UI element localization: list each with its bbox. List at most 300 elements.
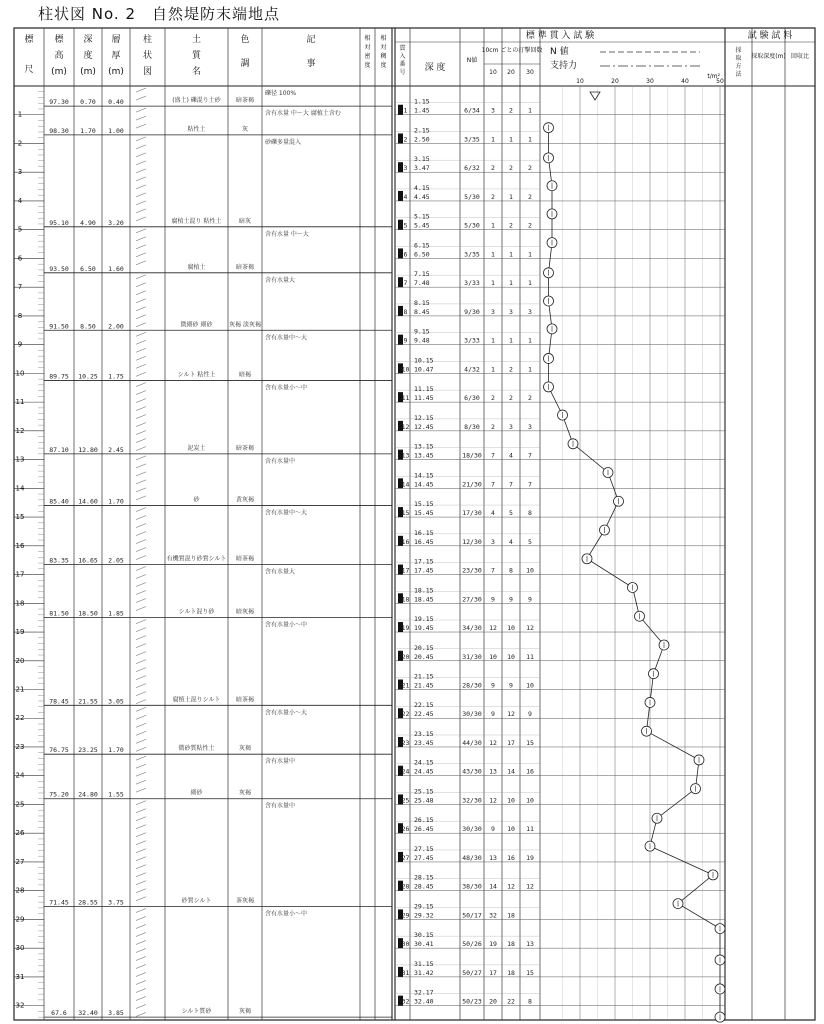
n-scale-label: 10 <box>576 78 584 85</box>
spt-blow-20: 1 <box>509 250 513 259</box>
spt-blow-30: 1 <box>528 279 532 288</box>
spt-number: 22 <box>401 710 410 719</box>
sample-mark <box>398 335 403 345</box>
column-hatch <box>136 124 146 128</box>
spt-blow-20: 8 <box>509 566 513 575</box>
layer-note: 含有水量大 <box>265 568 296 576</box>
layer-color: 灰褐 <box>238 1008 252 1016</box>
depth-label: 19 <box>15 628 25 637</box>
spt-blow-30: 1 <box>528 135 532 144</box>
spt-number: 32 <box>401 997 410 1006</box>
column-hatch <box>136 307 146 311</box>
sample-mark <box>398 105 403 115</box>
spt-n-blows: 18/30 <box>462 451 482 460</box>
column-hatch <box>136 865 146 869</box>
spt-blow-20: 3 <box>509 422 513 431</box>
water-level-marker <box>590 92 600 100</box>
layer-thickness: 1.70 <box>108 497 124 506</box>
spt-blow-10: 3 <box>491 307 495 316</box>
spt-depth-start: 27.15 <box>414 844 434 853</box>
spt-depth-start: 11.15 <box>414 385 434 394</box>
sample-mark <box>398 306 403 316</box>
log-header <box>24 29 809 85</box>
spt-blow-30: 16 <box>526 767 534 776</box>
column-hatch <box>136 391 146 395</box>
spt-n-blows: 17/30 <box>462 509 482 518</box>
spt-blow-30: 9 <box>528 595 532 604</box>
spt-blow-10: 12 <box>489 624 497 633</box>
layer-elevation: 85.40 <box>49 497 69 506</box>
layer-soil: 砂質シルト <box>181 897 212 905</box>
column-hatch <box>136 96 146 100</box>
sample-mark <box>398 248 403 258</box>
spt-n-blows: 3/35 <box>464 135 480 144</box>
header-label: 深 <box>83 35 93 45</box>
column-hatch <box>136 873 146 877</box>
spt-depth-start: 19.15 <box>414 615 434 624</box>
spt-depth-start: 4.15 <box>414 183 430 192</box>
layer-color: 暗灰褐 <box>235 608 255 616</box>
column-hatch <box>136 556 146 560</box>
column-hatch <box>136 924 146 928</box>
spt-number: 3 <box>403 164 408 173</box>
layer-depth: 32.40 <box>78 1009 98 1018</box>
spt-n-blows: 4/32 <box>464 365 480 374</box>
layer-elevation: 78.45 <box>49 697 69 706</box>
header-label: 10 <box>489 69 497 76</box>
spt-n-blows: 21/30 <box>462 480 482 489</box>
column-hatch <box>136 996 146 1000</box>
spt-depth-end: 10.47 <box>414 365 434 374</box>
header-label: 号 <box>399 69 406 76</box>
header-label: 採取深度(m) <box>751 53 786 60</box>
spt-number: 16 <box>401 537 410 546</box>
layer-depth: 18.50 <box>78 609 98 618</box>
layer-note: 含有水量中 <box>265 758 296 766</box>
column-hatch <box>136 644 146 648</box>
spt-blow-10: 9 <box>491 710 495 719</box>
layer-note: 含有水量大 <box>265 276 296 284</box>
column-hatch <box>136 780 146 784</box>
layer-color: 灰褐 淡灰褐 <box>229 321 261 329</box>
layer-depth: 16.65 <box>78 556 98 565</box>
spt-n-blows: 6/34 <box>464 106 480 115</box>
spt-depth-start: 13.15 <box>414 442 434 451</box>
layer-soil: 細砂 <box>190 789 203 797</box>
spt-blow-20: 4 <box>509 537 513 546</box>
layer-color: 黄灰褐 <box>235 496 255 504</box>
header-label: 層 <box>111 35 121 45</box>
spt-blow-20: 22 <box>507 997 515 1006</box>
header-label: 支持力 <box>550 61 578 71</box>
spt-blow-20: 16 <box>507 853 515 862</box>
spt-n-blows: 9/30 <box>464 307 480 316</box>
layer-depth: 24.80 <box>78 790 98 799</box>
column-hatch <box>136 988 146 992</box>
column-hatch <box>136 185 146 189</box>
spt-n-blows: 50/23 <box>462 997 482 1006</box>
depth-label: 10 <box>15 369 25 378</box>
layer-thickness: 1.85 <box>108 609 124 618</box>
header-label: 方 <box>735 63 742 70</box>
column-hatch <box>136 480 146 484</box>
layer-elevation: 83.35 <box>49 556 69 565</box>
spt-n-blows: 50/27 <box>462 968 482 977</box>
spt-blow-20: 7 <box>509 480 513 489</box>
spt-blow-10: 2 <box>491 164 495 173</box>
header-label: t/m² <box>707 73 720 80</box>
spt-blow-30: 11 <box>526 825 534 834</box>
column-hatch <box>136 496 146 500</box>
spt-blow-30: 8 <box>528 997 532 1006</box>
layer-thickness: 1.70 <box>108 746 124 755</box>
spt-blow-20: 10 <box>507 624 515 633</box>
spt-depth-start: 8.15 <box>414 298 430 307</box>
spt-blow-20: 9 <box>509 595 513 604</box>
spt-number: 2 <box>403 135 408 144</box>
header-label: 稠 <box>380 53 387 60</box>
spt-number: 8 <box>403 307 408 316</box>
depth-label: 6 <box>17 254 23 263</box>
header-label: 対 <box>380 44 387 51</box>
spt-depth-end: 23.45 <box>414 738 434 747</box>
spt-n-blows: 27/30 <box>462 595 482 604</box>
spt-depth-end: 26.45 <box>414 825 434 834</box>
spt-depth-start: 10.15 <box>414 356 434 365</box>
header-label: 名 <box>191 67 202 77</box>
spt-n-blows: 28/30 <box>462 681 482 690</box>
spt-number: 5 <box>403 221 408 230</box>
spt-depth-end: 5.45 <box>414 221 430 230</box>
column-hatch <box>136 323 146 327</box>
spt-number: 14 <box>401 480 410 489</box>
column-hatch <box>136 447 146 451</box>
layer-depth: 4.90 <box>80 218 96 227</box>
spt-blow-10: 7 <box>491 480 495 489</box>
spt-n-blows: 8/30 <box>464 422 480 431</box>
column-hatch <box>136 431 146 435</box>
n-scale-label: 50 <box>716 78 724 85</box>
column-hatch <box>136 582 146 586</box>
spt-blow-10: 9 <box>491 681 495 690</box>
column-hatch <box>136 153 146 157</box>
depth-label: 24 <box>15 771 25 780</box>
header-label: 番 <box>399 61 406 68</box>
header-label: 相 <box>380 35 387 42</box>
spt-blow-30: 11 <box>526 652 534 661</box>
spt-blow-30: 8 <box>528 509 532 518</box>
spt-depth-end: 6.50 <box>414 250 430 259</box>
header-label: 記 <box>306 35 316 45</box>
spt-blow-20: 10 <box>507 796 515 805</box>
column-hatch <box>136 590 146 594</box>
column-hatch <box>136 897 146 901</box>
layer-thickness: 1.55 <box>108 790 124 799</box>
spt-depth-end: 7.48 <box>414 279 430 288</box>
spt-blow-10: 1 <box>491 250 495 259</box>
spt-n-blows: 48/30 <box>462 853 482 862</box>
spt-blow-30: 12 <box>526 882 534 891</box>
column-hatch <box>136 636 146 640</box>
spt-n-blows: 6/30 <box>464 394 480 403</box>
spt-blow-10: 3 <box>491 537 495 546</box>
spt-blow-30: 7 <box>528 480 532 489</box>
spt-blow-10: 9 <box>491 595 495 604</box>
layer-depth: 28.55 <box>78 898 98 907</box>
spt-blow-30: 3 <box>528 422 532 431</box>
depth-label: 25 <box>15 800 25 809</box>
spt-blow-30: 2 <box>528 192 532 201</box>
column-hatch <box>136 723 146 727</box>
layer-thickness: 3.05 <box>108 697 124 706</box>
header-label: 調 <box>240 59 250 69</box>
spt-depth-start: 17.15 <box>414 557 434 566</box>
header-label: 度 <box>380 62 387 69</box>
layer-elevation: 98.30 <box>49 126 69 135</box>
log-rows <box>16 89 534 1017</box>
spt-depth-start: 26.15 <box>414 816 434 825</box>
spt-depth-start: 29.15 <box>414 902 434 911</box>
column-hatch <box>136 652 146 656</box>
header-label: 図 <box>142 67 153 77</box>
header-label: 尺 <box>24 65 34 75</box>
spt-number: 11 <box>401 394 410 403</box>
column-hatch <box>136 253 146 257</box>
spt-n-blows: 3/33 <box>464 279 480 288</box>
spt-depth-end: 16.45 <box>414 537 434 546</box>
depth-label: 30 <box>15 944 25 953</box>
spt-number: 7 <box>403 279 408 288</box>
spt-blow-20: 1 <box>509 192 513 201</box>
spt-number: 23 <box>401 738 410 747</box>
depth-label: 7 <box>17 283 23 292</box>
layer-elevation: 71.45 <box>49 898 69 907</box>
spt-blow-10: 1 <box>491 135 495 144</box>
header-label: 10cm ごとの打撃回数 <box>481 47 543 54</box>
spt-depth-end: 25.48 <box>414 796 434 805</box>
sample-title: 試 験 試 料 <box>747 31 793 41</box>
spt-n-blows: 50/26 <box>462 940 482 949</box>
column-hatch <box>136 340 146 344</box>
spt-blow-20: 2 <box>509 106 513 115</box>
layer-soil: シルト混り砂 <box>178 608 215 616</box>
depth-label: 4 <box>17 196 23 205</box>
depth-label: 12 <box>15 426 25 435</box>
spt-depth-end: 9.48 <box>414 336 430 345</box>
spt-blow-10: 2 <box>491 394 495 403</box>
depth-label: 31 <box>15 972 25 981</box>
depth-label: 14 <box>15 484 25 493</box>
spt-number: 9 <box>403 336 408 345</box>
layer-note: 砂礫多量混入 <box>265 138 302 146</box>
spt-blow-30: 2 <box>528 394 532 403</box>
spt-blow-30: 9 <box>528 710 532 719</box>
layer-color: 暗茶褐 <box>235 555 255 563</box>
header-label: 対 <box>364 44 371 51</box>
layer-thickness: 3.85 <box>108 1009 124 1018</box>
column-hatch <box>136 193 146 197</box>
spt-blow-20: 17 <box>507 738 515 747</box>
spt-depth-end: 22.45 <box>414 710 434 719</box>
spt-number: 28 <box>401 882 410 891</box>
column-hatch <box>136 964 146 968</box>
spt-number: 25 <box>401 796 410 805</box>
column-hatch <box>136 415 146 419</box>
layer-thickness: 2.45 <box>108 445 124 454</box>
spt-depth-start: 15.15 <box>414 500 434 509</box>
spt-blow-10: 1 <box>491 221 495 230</box>
column-hatch <box>136 548 146 552</box>
n-value-plot <box>544 92 726 1022</box>
layer-soil: 粘性土 <box>187 125 206 133</box>
layer-color: 灰褐 <box>238 745 252 753</box>
spt-depth-end: 20.45 <box>414 652 434 661</box>
spt-depth-start: 30.15 <box>414 931 434 940</box>
depth-label: 15 <box>15 513 25 522</box>
header-label: 入 <box>399 53 406 60</box>
spt-blow-20: 2 <box>509 394 513 403</box>
header-label: N値 <box>466 57 478 64</box>
header-label: 法 <box>735 71 742 78</box>
spt-blow-10: 20 <box>489 997 497 1006</box>
spt-blow-10: 3 <box>491 106 495 115</box>
layer-depth: 6.50 <box>80 264 96 273</box>
depth-label: 32 <box>15 1001 25 1010</box>
layer-color: 暗茶褐 <box>235 444 255 452</box>
depth-label: 11 <box>15 398 25 407</box>
depth-label: 5 <box>17 225 23 234</box>
column-hatch <box>136 456 146 460</box>
sample-mark <box>398 133 403 143</box>
header-label: 相 <box>364 35 371 42</box>
column-hatch <box>136 932 146 936</box>
header-label: 採 <box>735 47 742 54</box>
spt-number: 10 <box>401 365 410 374</box>
spt-n-blows: 3/33 <box>464 336 480 345</box>
column-hatch <box>136 464 146 468</box>
spt-blow-30: 1 <box>528 106 532 115</box>
layer-depth: 1.70 <box>80 126 96 135</box>
spt-blow-30: 2 <box>528 221 532 230</box>
spt-number: 18 <box>401 595 410 604</box>
spt-depth-start: 12.15 <box>414 413 434 422</box>
spt-depth-start: 3.15 <box>414 155 430 164</box>
depth-label: 16 <box>15 541 25 550</box>
column-hatch <box>136 315 146 319</box>
depth-label: 17 <box>15 570 25 579</box>
layer-thickness: 1.75 <box>108 372 124 381</box>
spt-blow-30: 10 <box>526 796 534 805</box>
layer-soil: 砂 <box>193 496 200 504</box>
spt-blow-20: 18 <box>507 940 515 949</box>
layer-thickness: 2.05 <box>108 556 124 565</box>
spt-blow-20: 10 <box>507 825 515 834</box>
layer-depth: 21.55 <box>78 697 98 706</box>
spt-depth-start: 25.15 <box>414 787 434 796</box>
column-hatch <box>136 540 146 544</box>
layer-soil: シルト質砂 <box>181 1008 212 1016</box>
column-hatch <box>136 668 146 672</box>
spt-n-blows: 6/32 <box>464 164 480 173</box>
spt-n-blows: 43/30 <box>462 767 482 776</box>
spt-depth-end: 11.45 <box>414 394 434 403</box>
spt-blow-30: 13 <box>526 940 534 949</box>
spt-number: 21 <box>401 681 410 690</box>
spt-blow-20: 18 <box>507 968 515 977</box>
header-label: 厚 <box>111 51 121 61</box>
spt-depth-start: 20.15 <box>414 643 434 652</box>
column-hatch <box>136 980 146 984</box>
n-value-line <box>549 128 721 1017</box>
header-label: 高 <box>54 51 64 61</box>
header-label: 度 <box>364 62 371 69</box>
column-hatch <box>136 108 146 112</box>
column-hatch <box>136 488 146 492</box>
column-hatch <box>136 169 146 173</box>
header-label: 30 <box>526 69 534 76</box>
header-label: 度 <box>83 51 93 61</box>
layer-thickness: 2.00 <box>108 322 124 331</box>
column-hatch <box>136 715 146 719</box>
layer-note: 含有水量中 <box>265 802 296 810</box>
column-hatch <box>136 407 146 411</box>
column-hatch <box>136 291 146 295</box>
depth-label: 8 <box>17 311 23 320</box>
spt-depth-start: 31.15 <box>414 959 434 968</box>
layer-soil: 腐植土混り 粘性土 <box>171 217 222 225</box>
header-label: 20 <box>507 69 515 76</box>
sample-mark <box>398 277 403 287</box>
spt-n-blows: 34/30 <box>462 624 482 633</box>
layer-thickness: 3.75 <box>108 898 124 907</box>
spt-n-blows: 12/30 <box>462 537 482 546</box>
header-label: N 値 <box>550 47 569 57</box>
spt-depth-start: 6.15 <box>414 241 430 250</box>
column-hatch <box>136 299 146 303</box>
column-hatch <box>136 676 146 680</box>
spt-depth-end: 29.32 <box>414 911 434 920</box>
column-hatch <box>136 598 146 602</box>
spt-depth-end: 30.41 <box>414 940 434 949</box>
column-hatch <box>136 700 146 704</box>
layer-color: 暗茶褐 <box>235 263 255 271</box>
layer-depth: 10.25 <box>78 372 98 381</box>
spt-n-blows: 30/30 <box>462 825 482 834</box>
spt-blow-30: 10 <box>526 681 534 690</box>
spt-number: 29 <box>401 911 410 920</box>
spt-blow-30: 1 <box>528 250 532 259</box>
depth-label: 27 <box>15 857 25 866</box>
spt-depth-end: 19.45 <box>414 624 434 633</box>
n-scale-label: 40 <box>681 78 689 85</box>
header-label: (m) <box>51 67 67 77</box>
depth-label: 1 <box>17 110 23 119</box>
spt-n-blows: 30/30 <box>462 710 482 719</box>
spt-depth-start: 21.15 <box>414 672 434 681</box>
spt-depth-end: 27.45 <box>414 853 434 862</box>
header-label: 密 <box>364 53 371 60</box>
spt-depth-start: 22.15 <box>414 701 434 710</box>
spt-depth-start: 16.15 <box>414 528 434 537</box>
layer-note: 含有水量 中〜大 腐植土含む <box>265 110 341 118</box>
spt-blow-20: 5 <box>509 509 513 518</box>
depth-label: 21 <box>15 685 25 694</box>
column-hatch <box>136 956 146 960</box>
column-hatch <box>136 772 146 776</box>
layer-color: 灰褐 <box>238 789 252 797</box>
column-hatch <box>136 1004 146 1008</box>
layer-note: 含有水量小〜大 <box>265 709 308 717</box>
